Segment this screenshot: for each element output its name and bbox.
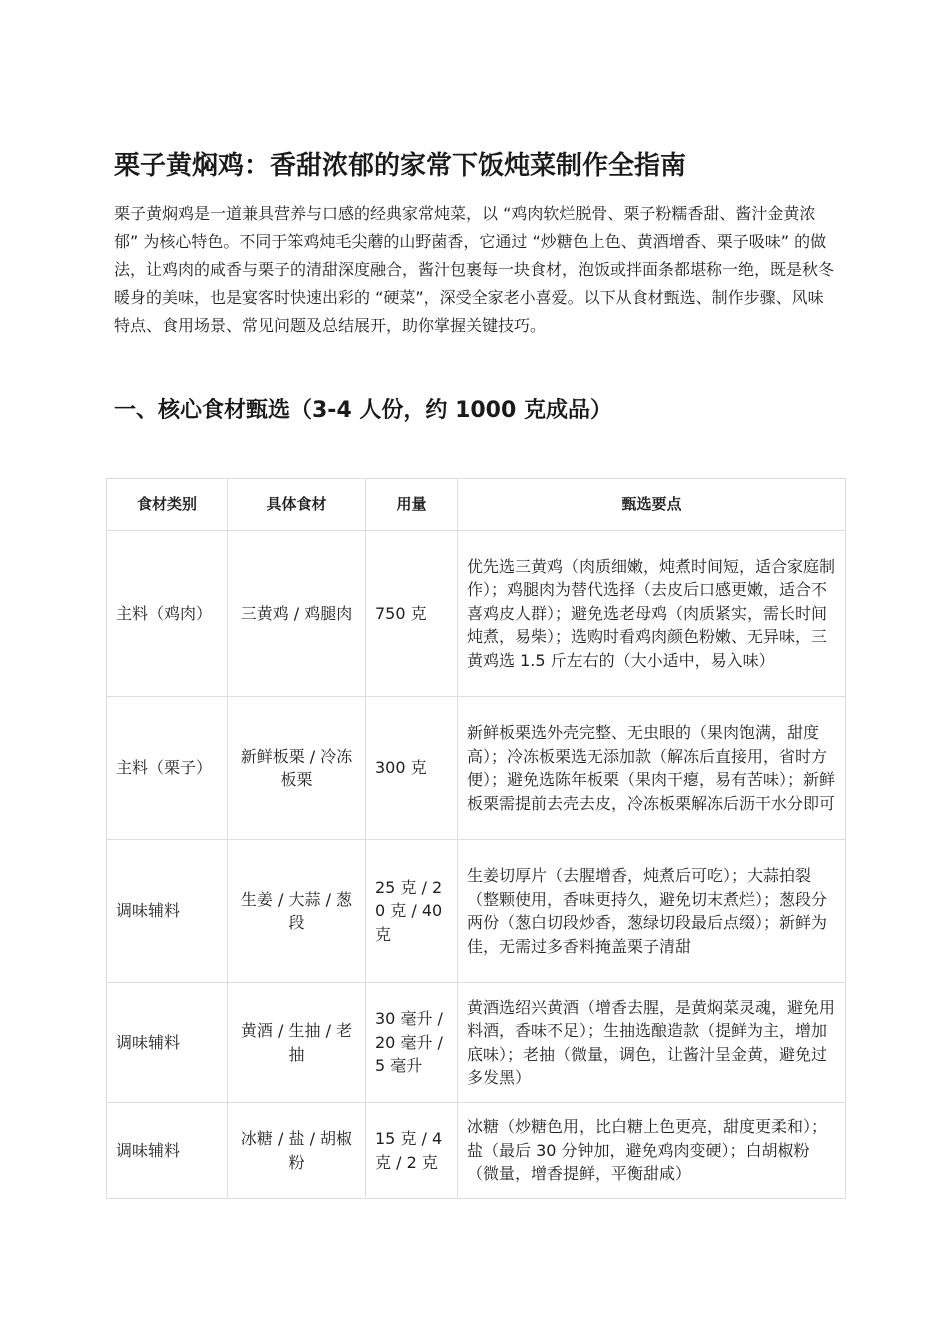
- header-ingredient: 具体食材: [228, 479, 366, 531]
- ingredients-table: [106, 478, 846, 1199]
- table-row: [107, 697, 846, 840]
- cell-ingredient: 三黄鸡 / 鸡腿肉: [228, 531, 366, 697]
- cell-category: 调味辅料: [107, 983, 228, 1103]
- cell-tips: 冰糖（炒糖色用，比白糖上色更亮，甜度更柔和）；盐（最后 30 分钟加，避免鸡肉变硬）；白胡椒粉（微量，增香提鲜，平衡甜咸）: [458, 1103, 846, 1199]
- cell-ingredient: 新鲜板栗 / 冷冻板栗: [228, 697, 366, 840]
- cell-ingredient: 生姜 / 大蒜 / 葱段: [228, 840, 366, 983]
- table-row: [107, 531, 846, 697]
- intro-paragraph: 栗子黄焖鸡是一道兼具营养与口感的经典家常炖菜，以 “鸡肉软烂脱骨、栗子粉糯香甜、酱汁金黄浓郁” 为核心特色。不同于笨鸡炖毛尖蘑的山野菌香，它通过 “炒糖色上色、黄酒增香、栗子吸味” 的做法，让鸡肉的咸香与栗子的清甜深度融合，酱汁包裹每一块食材，泡饭或拌面条都堪称一绝，既是秋冬暖身的美味，也是宴客时快速出彩的 “硬菜”，深受全家老小喜爱。以下从食材甄选、制作步骤、风味特点、食用场景、常见问题及总结展开，助你掌握关键技巧。: [114, 204, 835, 335]
- cell-category: 调味辅料: [107, 1103, 228, 1199]
- cell-category: 主料（鸡肉）: [107, 531, 228, 697]
- cell-category: 主料（栗子）: [107, 697, 228, 840]
- section-heading-ingredients: 一、核心食材甄选（3-4 人份，约 1000 克成品）: [114, 398, 612, 423]
- cell-ingredient: 冰糖 / 盐 / 胡椒粉: [228, 1103, 366, 1199]
- cell-amount: 25 克 / 20 克 / 40 克: [366, 840, 458, 983]
- cell-category: 调味辅料: [107, 840, 228, 983]
- cell-amount: 750 克: [366, 531, 458, 697]
- table-row: [107, 1103, 846, 1199]
- table-row: [107, 983, 846, 1103]
- table-row: [107, 840, 846, 983]
- cell-tips: 黄酒选绍兴黄酒（增香去腥，是黄焖菜灵魂，避免用料酒，香味不足）；生抽选酿造款（提鲜为主，增加底味）；老抽（微量，调色，让酱汁呈金黄，避免过多发黑）: [458, 983, 846, 1103]
- header-category: 食材类别: [107, 479, 228, 531]
- cell-tips: 新鲜板栗选外壳完整、无虫眼的（果肉饱满，甜度高）；冷冻板栗选无添加款（解冻后直接用，省时方便）；避免选陈年板栗（果肉干瘪，易有苦味）；新鲜板栗需提前去壳去皮，冷冻板栗解冻后沥干水分即可: [458, 697, 846, 840]
- header-tips: 甄选要点: [458, 479, 846, 531]
- header-amount: 用量: [366, 479, 458, 531]
- cell-amount: 300 克: [366, 697, 458, 840]
- cell-amount: 15 克 / 4 克 / 2 克: [366, 1103, 458, 1199]
- cell-ingredient: 黄酒 / 生抽 / 老抽: [228, 983, 366, 1103]
- cell-tips: 优先选三黄鸡（肉质细嫩，炖煮时间短，适合家庭制作）；鸡腿肉为替代选择（去皮后口感更嫩，适合不喜鸡皮人群）；避免选老母鸡（肉质紧实，需长时间炖煮，易柴）；选购时看鸡肉颜色粉嫩、无异味，三黄鸡选 1.5 斤左右的（大小适中，易入味）: [458, 531, 846, 697]
- page-title: 栗子黄焖鸡：香甜浓郁的家常下饭炖菜制作全指南: [114, 151, 687, 181]
- cell-amount: 30 毫升 / 20 毫升 / 5 毫升: [366, 983, 458, 1103]
- cell-tips: 生姜切厚片（去腥增香，炖煮后可吃）；大蒜拍裂（整颗使用，香味更持久，避免切末煮烂）；葱段分两份（葱白切段炒香，葱绿切段最后点缀）；新鲜为佳，无需过多香料掩盖栗子清甜: [458, 840, 846, 983]
- table-header-row: [107, 479, 846, 531]
